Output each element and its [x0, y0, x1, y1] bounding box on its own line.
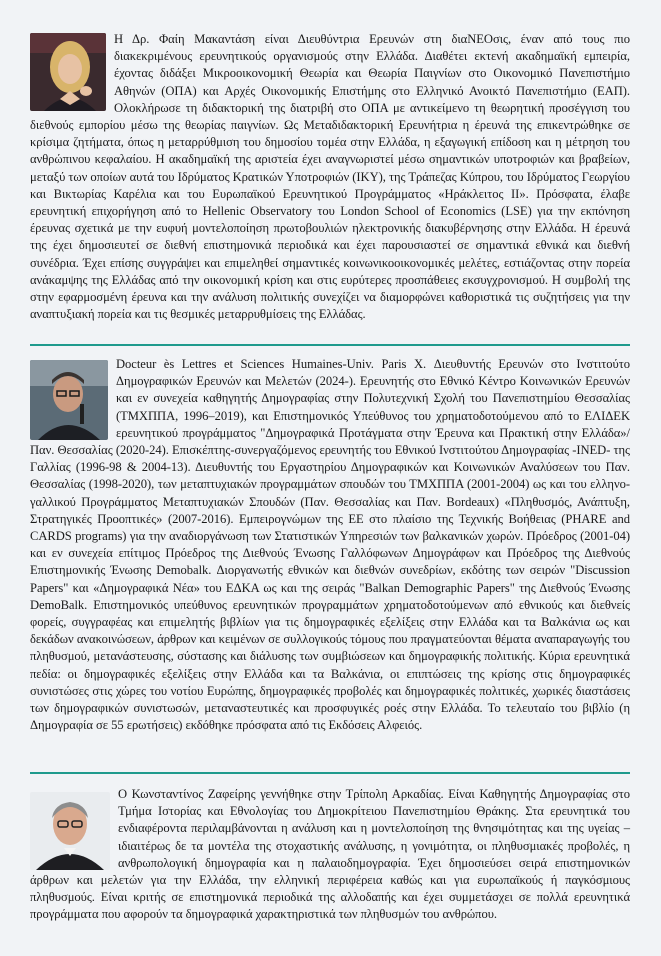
bio-text: Η Δρ. Φαίη Μακαντάση είναι Διευθύντρια Ερευνών στη διαΝΕΟσις, έναν από τους πιο διακεκριμένους ερευνητικούς οργανισμούς στην Ελλάδα. Διαθέτει εκτενή ακαδημαϊκή εμπειρία, έχοντας διδάξει Μικροοικονομική Θεωρία και Θεωρία Παιγνίων στο Οικονομικό Πανεπιστήμιο Αθηνών (ΟΠΑ) και Αρχές Οικονομικής Επιστήμης στο Ελληνικό Ανοικτό Πανεπιστήμιο (ΕΑΠ). Ολοκλήρωσε τη διδακτορική της διατριβή στο ΟΠΑ με αντικείμενο τη θεωρητική προσέγγιση του διεθνούς εμπορίου μέσω της θεωρίας παιγνίων. Ως Μεταδιδακτορική Ερευνήτρια η έρευνά της επικεντρώθηκε σε κρίσιμα ζητήματα, όπως η μεταρρύθμιση του δημοσίου τομέα στην Ελλάδα, η εξαγωγική επίδοση και η μέτρηση του ανθρώπινου κεφαλαίου. Η ακαδημαϊκή της αριστεία έχει αναγνωριστεί μέσω σημαντικών υποτροφιών και βραβείων, μεταξύ των οποίων αυτά του Ιδρύματος Κρατικών Υποτροφιών (ΙΚΥ), της Τράπεζας Κύπρου, του Ιδρύματος Γεωργίου και Βικτωρίας Καρέλια και του Ευρωπαϊκού Ερευνητικού Προγράμματος «Ηράκλειτος ΙΙ». Πρόσφατα, έλαβε ερευνητική επιχορήγηση από το Hellenic Observatory του London School of Economics (LSE) για την εκπόνηση έρευνας σχετικά με την ευφυή μοντελοποίηση πρωτοβουλιών ηλεκτρονικής διακυβέρνησης στην Ελλάδα. Η έρευνά της έχει δημοσιευτεί σε διεθνή επιστημονικά περιοδικά και έχει παρουσιαστεί σε σημαντικά εθνικά και διεθνή συνέδρια. Έχει επίσης συγγράψει και επιμεληθεί σημαντικές κοινωνικοοικονομικές μελέτες, εστιάζοντας στην πορεία ανάκαμψης της Ελλάδας από την οικονομική κρίση και στις ευρύτερες προσπάθειες εκσυγχρονισμού. Η συμβολή της στην εφαρμοσμένη έρευνα και την ανάλυση πολιτικής συνεχίζει να διαμορφώνει καθοριστικά τις συζητήσεις για την αναπτυξιακή πορεία και τις θεσμικές μεταρρυθμίσεις της Ελλάδας. [30, 32, 630, 322]
bio-text: Docteur ès Lettres et Sciences Humaines-Univ. Paris X. Διευθυντής Ερευνών στο Ινστιτούτο Δημογραφικών Ερευνών και Μελετών (2024-). Ερευνητής στο Εθνικό Κέντρο Κοινωνικών Ερευνών και εν συνεχεία καθηγητής Δημογραφίας στην Πολυτεχνική Σχολή του Πανεπιστημίου Θεσσαλίας (ΤΜΧΠΠΑ, 1996–2019), και Επιστημονικός Υπεύθυνος του χρηματοδοτούμενου από το ΕΛΙΔΕΚ ερευνητικού προγράμματος "Δημογραφικά Προτάγματα στην Έρευνα και Πρακτική στην Ελλάδα»/Παν. Θεσσαλίας (2020-24). Επισκέπτης-συνεργαζόμενος ερευνητής του Εθνικού Ινστιτούτου Δημογραφίας -INED- της Γαλλίας (1996-98 & 2004-13). Διευθυντής του Εργαστηρίου Δημογραφικών και Κοινωνικών Αναλύσεων του Παν. Θεσσαλίας (1998-2020), των μεταπτυχιακών προγραμμάτων σπουδών του ΤΜΧΠΠΑ (2001-2004) ως και του ελληνο-γαλλικού Προγράμματος Μεταπτυχιακών Σπουδών (Παν. Θεσσαλίας και Παν. Bordeaux) «Πληθυσμός, Ανάπτυξη, Στρατηγικές Προοπτικές» (2007-2016). Εμπειρογνώμων της ΕΕ στο πλαίσιο της Τεχνικής Βοήθειας (PHARE and CARDS programs) για την αναδιοργάνωση των Στατιστικών Υπηρεσιών των βαλκανικών χωρών. Πρόεδρος (2001-04) και εν συνεχεία επίτιμος Πρόεδρος της Διεθνούς Ένωσης Γαλλόφωνων Δημογράφων και Πρόεδρος της Διεθνούς Επιστημονικής Ένωσης Demobalk. Διοργανωτής εθνικών και διεθνών συνεδρίων, εκδότης των σειρών "Discussion Papers" και «Δημογραφικά Νέα» του ΕΔΚΑ ως και της σειράς "Balkan Demographic Papers" της Διεθνούς Ένωσης DemoBalk. Επιστημονικός υπεύθυνος ερευνητικών προγραμμάτων χρηματοδοτούμενων από εθνικούς και διεθνείς φορείς, συγγραφέας και επιμελητής βιβλίων για τις δημογραφικές εξελίξεις στην Ελλάδα και τα Βαλκάνια ως και δεκάδων ανακοινώσεων, άρθρων και κειμένων σε συλλογικούς τόμους που πραγματεύονται θέματα αναπαραγωγής του πληθυσμού, μετανάστευσης, σύστασης και διάλυσης των συμβιώσεων και δημογραφικής πολιτικής. Κύρια ερευνητικά πεδία: οι δημογραφικές εξελίξεις στην Ελλάδα και τα Βαλκάνια, οι επιπτώσεις της κρίσης στις δημογραφικές συνιστώσες στις χώρες του νοτίου Ευρώπης, δημογραφικές προβολές και δημογραφικές πολιτικές, χωρικές διαστάσεις των δημογραφικών συνιστωσών, μεταναστευτικές και προσφυγικές ροές στην Ελλάδα. Το τελευταίο του βιβλίο (η Δημογραφία σε 55 ερωτήσεις) εκδόθηκε πρόσφατα από τις Εκδόσεις Αλφειός. [30, 357, 630, 733]
bio-zafeiris [30, 786, 630, 924]
bio-director [30, 356, 630, 734]
portrait-photo-director [30, 360, 108, 440]
section-divider [30, 772, 630, 774]
portrait-photo-makantasi [30, 33, 106, 111]
bio-makantasi [30, 31, 630, 323]
bio-text: Ο Κωνσταντίνος Ζαφείρης γεννήθηκε στην Τρίπολη Αρκαδίας. Είναι Καθηγητής Δημογραφίας στο Τμήμα Ιστορίας και Εθνολογίας του Δημοκρίτειου Πανεπιστημίου Θράκης. Στα ερευνητικά του ενδιαφέροντα περιλαμβάνονται η ανάλυση και η μοντελοποίηση της θνησιμότητας και της υγείας – ιδιαιτέρως δε τα μοντέλα της στοχαστικής ανάλυσης, η γονιμότητα, οι πληθυσμιακές προβολές, η ανθρωπολογική δημογραφία και η παλαιοδημογραφία. Έχει δημοσιεύσει σειρά επιστημονικών άρθρων και μελετών για την Ελλάδα, την ελληνική περιφέρεια καθώς και για ευρωπαϊκούς ή παγκόσμιους πληθυσμούς. Είναι κριτής σε επιστημονικά περιοδικά της αλλοδαπής και έχει συμμετάσχει σε πολλά ερευνητικά προγράμματα που αφορούν τα δημογραφικά χαρακτηριστικά των πληθυσμών του ανθρώπου. [30, 787, 630, 922]
section-divider [30, 344, 630, 346]
portrait-photo-zafeiris [30, 792, 110, 870]
